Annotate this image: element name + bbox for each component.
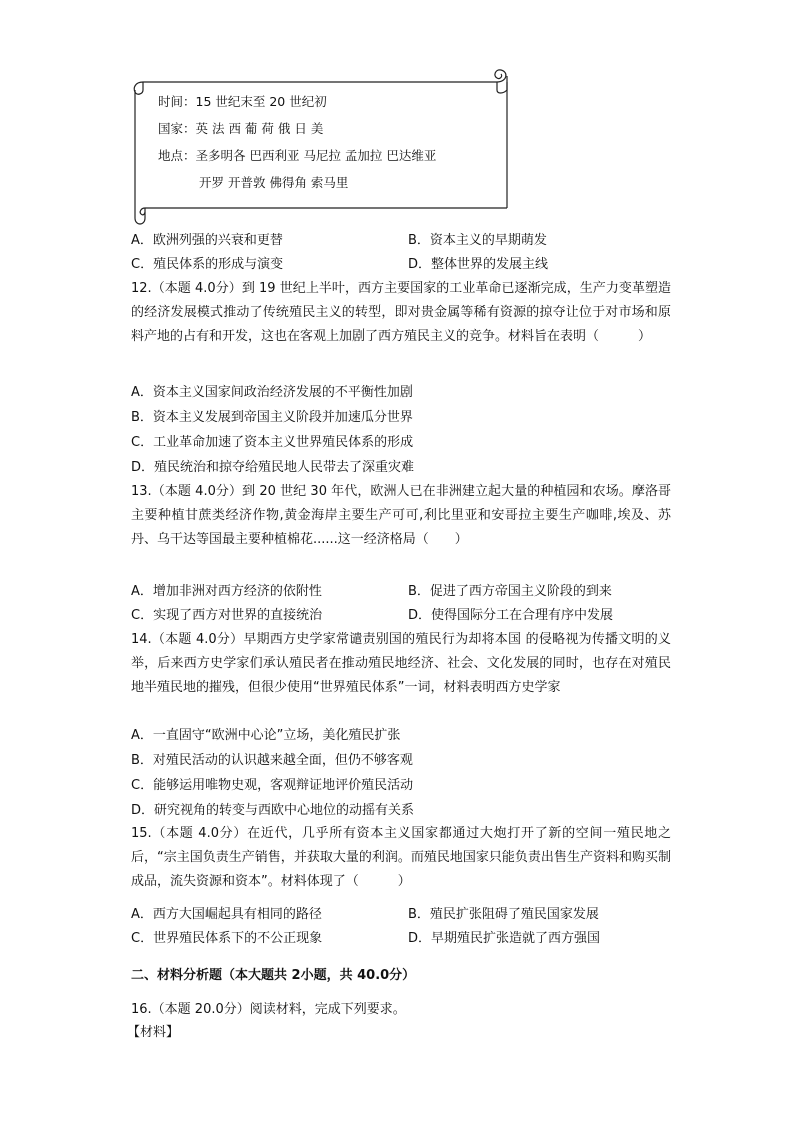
q11-option-a[interactable]: A．欧洲列强的兴衰和更替 (131, 233, 283, 248)
section-2-title: 二、材料分析题（本大题共 2小题，共 40.0分） (131, 968, 416, 983)
q15-option-d[interactable]: D．早期殖民扩张造就了西方强国 (408, 931, 601, 946)
q11-option-row (131, 253, 691, 277)
q13-option-a[interactable]: A．增加非洲对西方经济的依附性 (131, 584, 322, 599)
q11-option-b[interactable]: B．资本主义的早期萌发 (408, 233, 547, 248)
q15-option-a[interactable]: A．西方大国崛起具有相同的路径 (131, 907, 322, 922)
q14-option-a[interactable]: A．一直固守“欧洲中心论”立场，美化殖民扩张 (131, 728, 401, 743)
q14-options (131, 723, 691, 823)
q12-option-b[interactable]: B．资本主义发展到帝国主义阶段并加速瓜分世界 (131, 410, 413, 425)
q12-option-c[interactable]: C．工业革命加速了资本主义世界殖民体系的形成 (131, 435, 414, 450)
q11-option-d[interactable]: D．整体世界的发展主线 (408, 257, 549, 272)
q14-option-d[interactable]: D．研究视角的转变与西欧中心地位的动摇有关系 (131, 803, 415, 818)
scroll-text (158, 88, 436, 196)
q13-option-row (131, 580, 691, 604)
q12-option-a[interactable]: A．资本主义国家间政治经济发展的不平衡性加剧 (131, 385, 413, 400)
q14-stem: 14.（本题 4.0分）早期西方史学家常谴责别国的殖民行为却将本国 的侵略视为传播文明的义举，后来西方史学家们承认殖民者在推动殖民地经济、社会、文化发展的同时，也存在对殖民地半殖民地的摧残，但很少使用“世界殖民体系”一词，材料表明西方史学家 (131, 632, 671, 695)
q15-option-b[interactable]: B．殖民扩张阻碍了殖民国家发展 (408, 907, 599, 922)
q15-stem: 15.（本题 4.0分）在近代，几乎所有资本主义国家都通过大炮打开了新的空间一殖民地之后，“宗主国负责生产销售，并获取大量的利润。而殖民地国家只能负责出售生产资料和购买制成品，流失资源和资本”。材料体现了（ ） (131, 826, 671, 889)
q13-options (131, 580, 691, 628)
q13-option-row (131, 604, 691, 628)
q12-stem: 12.（本题 4.0分）到 19 世纪上半叶，西方主要国家的工业革命已逐渐完成，生产力变革塑造的经济发展模式推动了传统殖民主义的转型，即对贵金属等稀有资源的掠夺让位于对市场和原料产地的占有和开发，这也在客观上加剧了西方殖民主义的竞争。材料旨在表明（ ） (131, 281, 671, 344)
scroll-countries: 国家：英 法 西 葡 荷 俄 日 美 (158, 121, 324, 136)
scroll-places-cont: 开罗 开普敦 佛得角 索马里 (199, 175, 349, 190)
q13-option-d[interactable]: D．使得国际分工在合理有序中发展 (408, 608, 614, 623)
q16-material-label: 【材料】 (127, 1025, 180, 1040)
q14-option-b[interactable]: B．对殖民活动的认识越来越全面，但仍不够客观 (131, 753, 413, 768)
q15-option-row (131, 903, 691, 927)
q15-options (131, 903, 691, 951)
q12-options (131, 380, 691, 480)
scroll-places: 地点：圣多明各 巴西利亚 马尼拉 孟加拉 巴达维亚 (158, 148, 437, 163)
q15-option-c[interactable]: C．世界殖民体系下的不公正现象 (131, 931, 323, 946)
q12-option-d[interactable]: D．殖民统治和掠夺给殖民地人民带去了深重灾难 (131, 460, 415, 475)
q16-stem: 16.（本题 20.0分）阅读材料，完成下列要求。 (131, 1002, 406, 1017)
q13-stem: 13.（本题 4.0分）到 20 世纪 30 年代，欧洲人已在非洲建立起大量的种植园和农场。摩洛哥主要种植甘蔗类经济作物,黄金海岸主要生产可可,利比里亚和安哥拉主要生产咖啡,埃及、苏丹、乌干达等国最主要种植棉花......这一经济格局（ ） (131, 484, 671, 547)
q15-option-row (131, 927, 691, 951)
scroll-material-box (131, 68, 511, 228)
q14-option-c[interactable]: C．能够运用唯物史观，客观辩证地评价殖民活动 (131, 778, 414, 793)
scroll-time: 时间：15 世纪末至 20 世纪初 (158, 94, 327, 109)
q13-option-b[interactable]: B．促进了西方帝国主义阶段的到来 (408, 584, 612, 599)
q11-options (131, 229, 691, 277)
q11-option-c[interactable]: C．殖民体系的形成与演变 (131, 257, 284, 272)
q11-option-row (131, 229, 691, 253)
q13-option-c[interactable]: C．实现了西方对世界的直接统治 (131, 608, 323, 623)
